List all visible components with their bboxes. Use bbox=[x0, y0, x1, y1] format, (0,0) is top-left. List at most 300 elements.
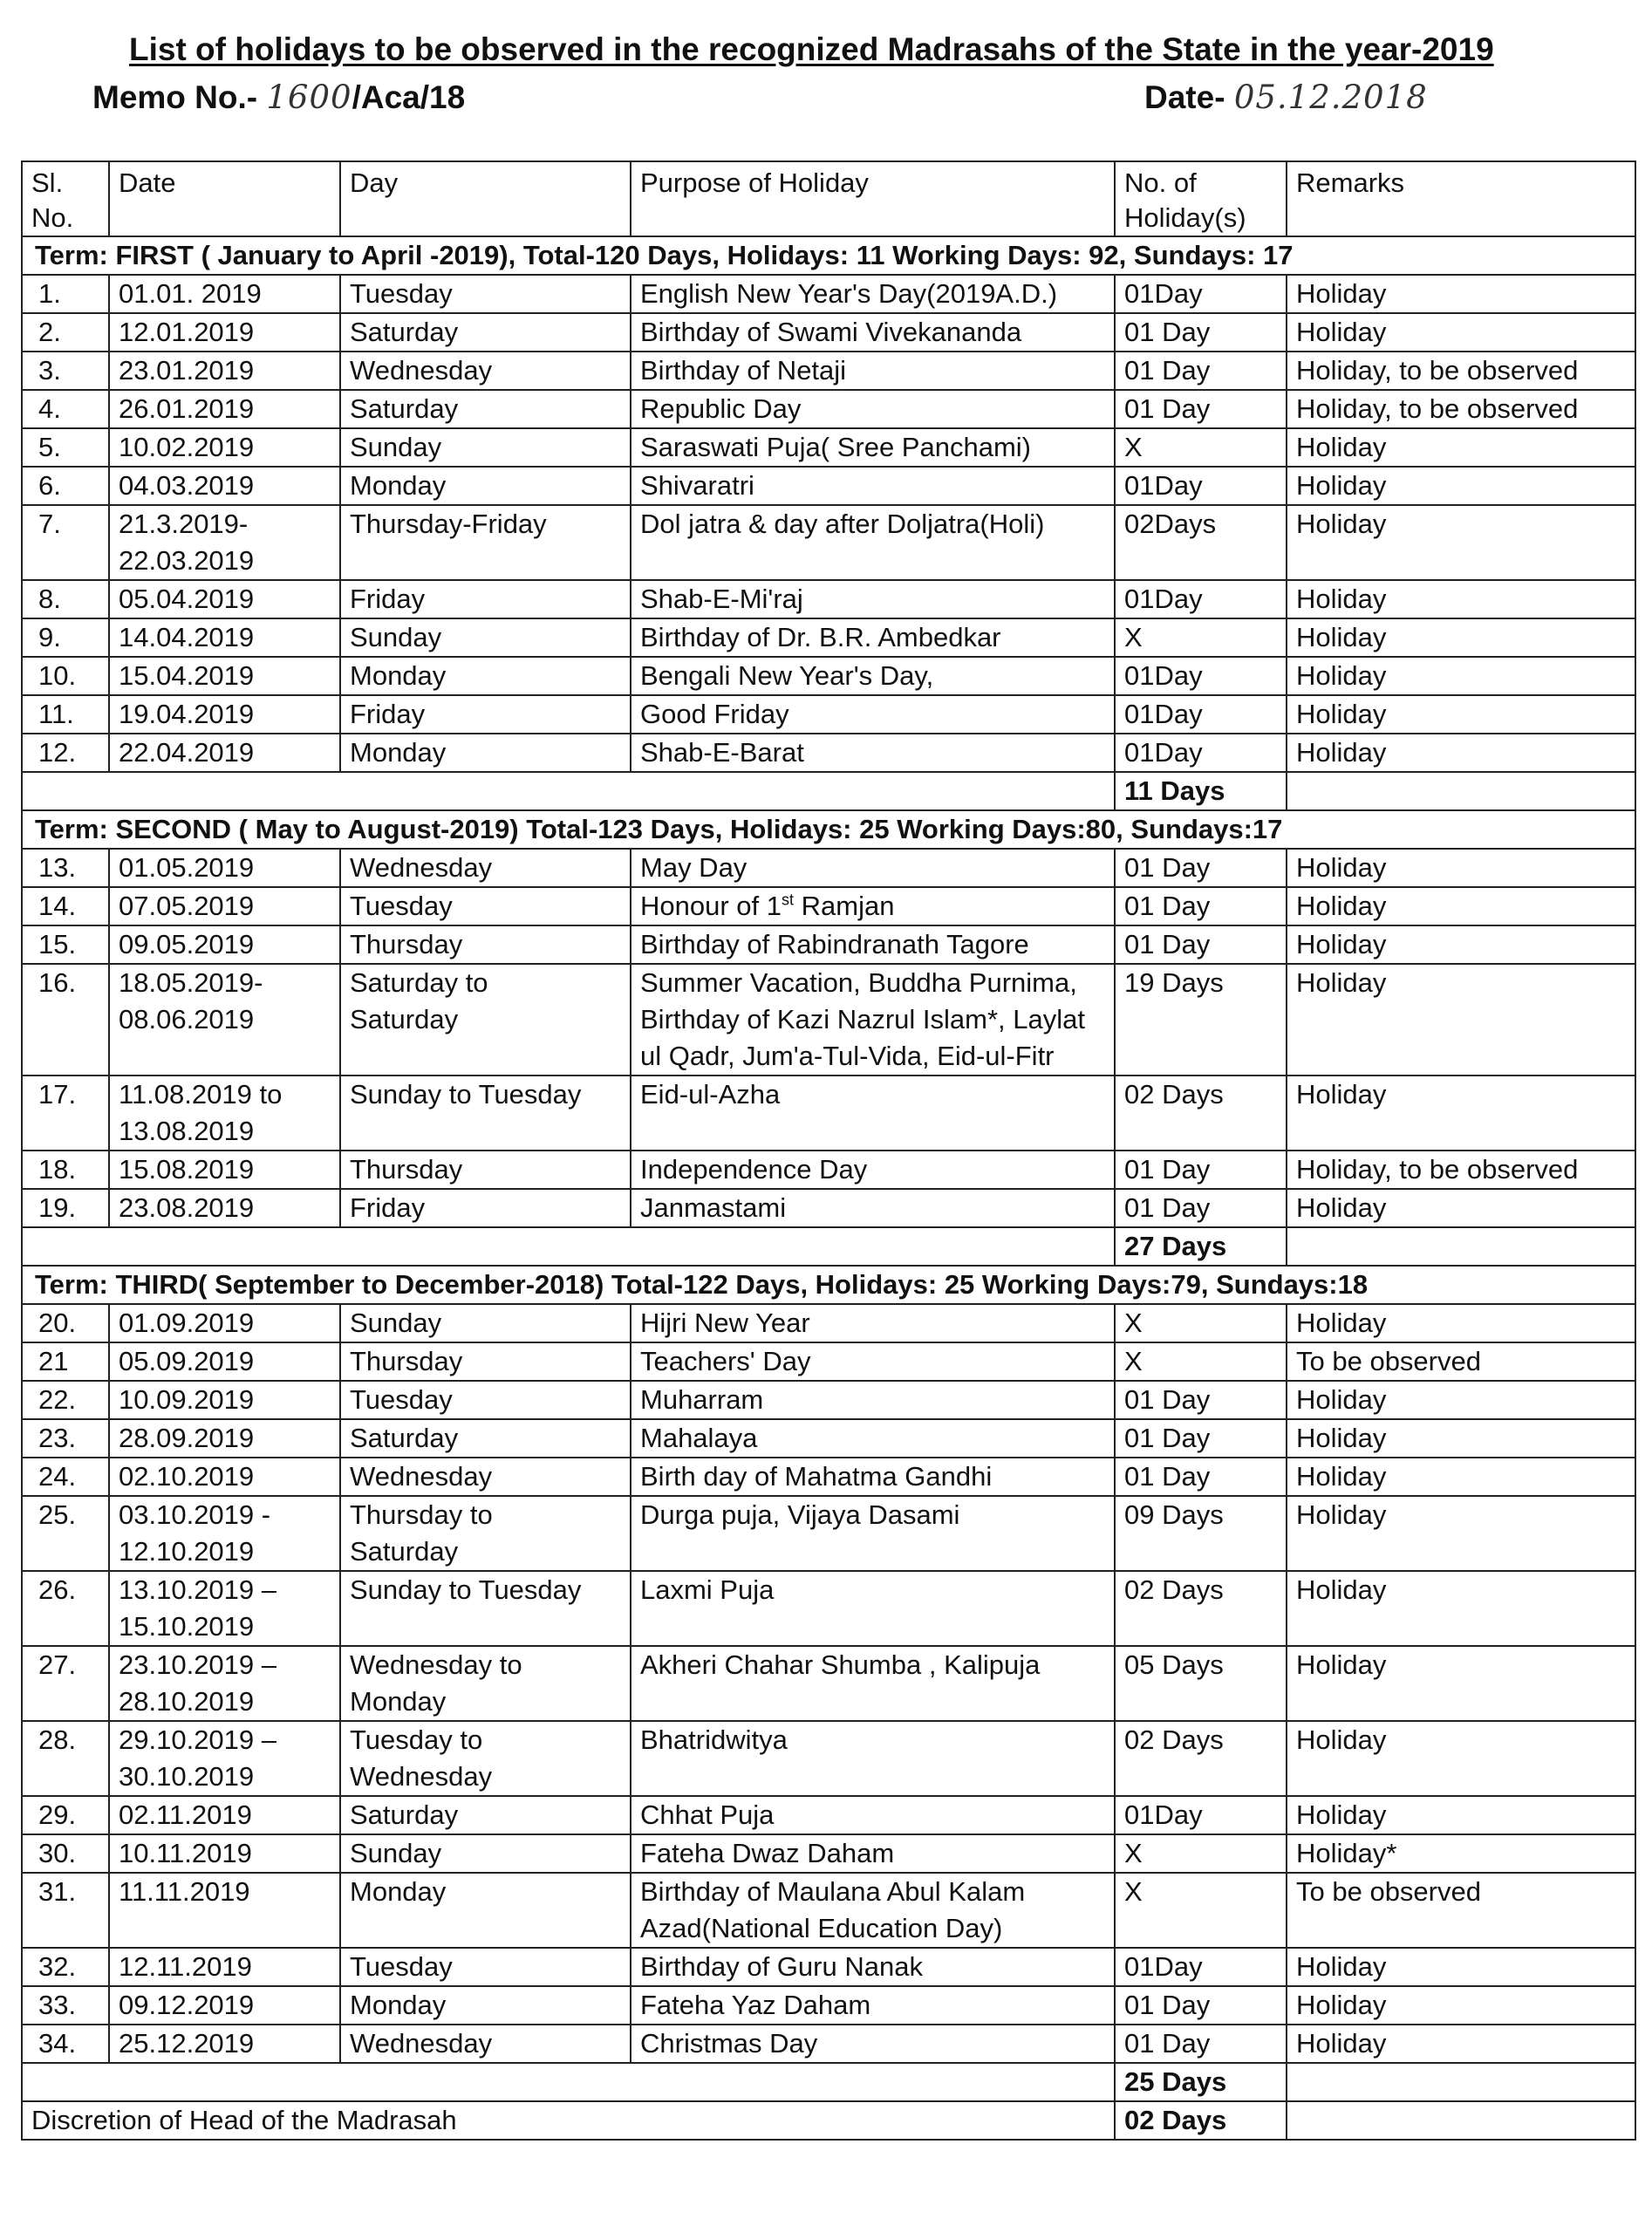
cell-purpose: Shab-E-Barat bbox=[631, 734, 1115, 772]
cell-sl: 19. bbox=[22, 1189, 109, 1227]
cell-sl: 20. bbox=[22, 1304, 109, 1342]
col-header-day: Day bbox=[340, 161, 631, 236]
cell-day: Thursday bbox=[340, 925, 631, 964]
table-row bbox=[22, 1986, 1635, 2025]
cell-sl: 7. bbox=[22, 505, 109, 580]
cell-line: 30.10.2019 bbox=[119, 1761, 255, 1792]
term-total-row bbox=[22, 2063, 1635, 2101]
cell-date: 15.08.2019 bbox=[109, 1151, 340, 1189]
cell-count: 01 Day bbox=[1115, 390, 1287, 428]
memo-suffix: /Aca/18 bbox=[352, 79, 466, 115]
cell-date bbox=[109, 505, 340, 580]
footer-row bbox=[22, 2101, 1635, 2140]
cell-line: 23.10.2019 – bbox=[119, 1649, 277, 1680]
term-total: 11 Days bbox=[1115, 772, 1287, 810]
table-row bbox=[22, 1458, 1635, 1496]
cell-remarks: Holiday bbox=[1287, 887, 1635, 925]
col-header-remarks: Remarks bbox=[1287, 161, 1635, 236]
cell-sl: 25. bbox=[22, 1496, 109, 1571]
cell-count: 01Day bbox=[1115, 657, 1287, 695]
cell-purpose: Dol jatra & day after Doljatra(Holi) bbox=[631, 505, 1115, 580]
cell-day: Sunday bbox=[340, 1304, 631, 1342]
cell-remarks: Holiday bbox=[1287, 1646, 1635, 1721]
cell-line: 21.3.2019- bbox=[119, 509, 249, 539]
cell-purpose: Hijri New Year bbox=[631, 1304, 1115, 1342]
cell-line: Saturday to bbox=[350, 967, 488, 998]
cell-line: 13.10.2019 – bbox=[119, 1574, 277, 1605]
cell-purpose: Shab-E-Mi'raj bbox=[631, 580, 1115, 618]
cell-remarks: Holiday bbox=[1287, 1721, 1635, 1796]
table-row bbox=[22, 1721, 1635, 1796]
cell-remarks: Holiday bbox=[1287, 1381, 1635, 1419]
cell-line: 15.10.2019 bbox=[119, 1611, 255, 1642]
cell-remarks: Holiday bbox=[1287, 849, 1635, 887]
cell-sl: 31. bbox=[22, 1873, 109, 1948]
table-row bbox=[22, 2025, 1635, 2063]
cell-remarks: Holiday bbox=[1287, 734, 1635, 772]
cell-line: Wednesday to bbox=[350, 1649, 522, 1680]
cell-day: Saturday bbox=[340, 313, 631, 352]
cell-day: Monday bbox=[340, 1873, 631, 1948]
cell-day: Thursday-Friday bbox=[340, 505, 631, 580]
cell-date: 09.05.2019 bbox=[109, 925, 340, 964]
table-row bbox=[22, 657, 1635, 695]
cell-sl: 4. bbox=[22, 390, 109, 428]
cell-day: Sunday bbox=[340, 1834, 631, 1873]
cell-remarks: Holiday bbox=[1287, 695, 1635, 734]
cell-purpose: Good Friday bbox=[631, 695, 1115, 734]
holiday-table-body bbox=[22, 236, 1635, 2101]
cell-date: 05.09.2019 bbox=[109, 1342, 340, 1381]
cell-purpose bbox=[631, 887, 1115, 925]
cell-count: 01Day bbox=[1115, 695, 1287, 734]
footer-remarks bbox=[1287, 2101, 1635, 2140]
cell-date: 26.01.2019 bbox=[109, 390, 340, 428]
cell-count: 01 Day bbox=[1115, 849, 1287, 887]
table-row bbox=[22, 1304, 1635, 1342]
term-total-spacer bbox=[22, 772, 1115, 810]
cell-sl: 33. bbox=[22, 1986, 109, 2025]
cell-day: Monday bbox=[340, 1986, 631, 2025]
table-row bbox=[22, 695, 1635, 734]
cell-date: 04.03.2019 bbox=[109, 467, 340, 505]
cell-count: X bbox=[1115, 428, 1287, 467]
cell-count: 01Day bbox=[1115, 275, 1287, 313]
cell-sl: 12. bbox=[22, 734, 109, 772]
cell-sl: 14. bbox=[22, 887, 109, 925]
cell-count: 01 Day bbox=[1115, 1986, 1287, 2025]
table-row bbox=[22, 467, 1635, 505]
holiday-table bbox=[21, 160, 1636, 2141]
table-row bbox=[22, 1151, 1635, 1189]
cell-purpose: Fateha Yaz Daham bbox=[631, 1986, 1115, 2025]
cell-remarks: Holiday bbox=[1287, 1796, 1635, 1834]
cell-line: Summer Vacation, Buddha Purnima, bbox=[640, 967, 1077, 998]
document-title: List of holidays to be observed in the recognized Madrasahs of the State in the year-2019 bbox=[129, 31, 1494, 67]
cell-date: 01.01. 2019 bbox=[109, 275, 340, 313]
cell-day: Tuesday bbox=[340, 887, 631, 925]
cell-sl: 2. bbox=[22, 313, 109, 352]
cell-line: Azad(National Education Day) bbox=[640, 1913, 1003, 1943]
cell-purpose: Republic Day bbox=[631, 390, 1115, 428]
cell-purpose bbox=[631, 1873, 1115, 1948]
table-row bbox=[22, 275, 1635, 313]
cell-day: Saturday bbox=[340, 1419, 631, 1458]
term-total-spacer bbox=[22, 2063, 1115, 2101]
cell-sl: 27. bbox=[22, 1646, 109, 1721]
term-total-remarks bbox=[1287, 772, 1635, 810]
cell-day bbox=[340, 1721, 631, 1796]
cell-remarks: Holiday bbox=[1287, 1496, 1635, 1571]
cell-line: 13.08.2019 bbox=[119, 1116, 255, 1146]
cell-date: 12.11.2019 bbox=[109, 1948, 340, 1986]
cell-count: 01Day bbox=[1115, 580, 1287, 618]
cell-remarks: Holiday bbox=[1287, 925, 1635, 964]
cell-date: 22.04.2019 bbox=[109, 734, 340, 772]
cell-remarks: Holiday bbox=[1287, 618, 1635, 657]
cell-day: Friday bbox=[340, 695, 631, 734]
table-row bbox=[22, 1189, 1635, 1227]
cell-count: 02 Days bbox=[1115, 1571, 1287, 1646]
memo-label: Memo No.- bbox=[92, 79, 258, 115]
cell-sl: 24. bbox=[22, 1458, 109, 1496]
cell-purpose: Independence Day bbox=[631, 1151, 1115, 1189]
col-header-purpose: Purpose of Holiday bbox=[631, 161, 1115, 236]
cell-date: 14.04.2019 bbox=[109, 618, 340, 657]
cell-remarks: Holiday bbox=[1287, 1419, 1635, 1458]
cell-day: Sunday to Tuesday bbox=[340, 1076, 631, 1151]
cell-date: 23.08.2019 bbox=[109, 1189, 340, 1227]
cell-purpose: Christmas Day bbox=[631, 2025, 1115, 2063]
cell-date: 07.05.2019 bbox=[109, 887, 340, 925]
cell-day: Sunday to Tuesday bbox=[340, 1571, 631, 1646]
cell-count: 01Day bbox=[1115, 734, 1287, 772]
cell-count: 05 Days bbox=[1115, 1646, 1287, 1721]
cell-count: 01Day bbox=[1115, 1796, 1287, 1834]
term-total-row bbox=[22, 1227, 1635, 1266]
cell-date: 01.09.2019 bbox=[109, 1304, 340, 1342]
cell-day: Monday bbox=[340, 467, 631, 505]
cell-purpose: Bhatridwitya bbox=[631, 1721, 1115, 1796]
cell-line: 22.03.2019 bbox=[119, 545, 255, 576]
cell-sl: 8. bbox=[22, 580, 109, 618]
cell-sl: 28. bbox=[22, 1721, 109, 1796]
cell-sl: 17. bbox=[22, 1076, 109, 1151]
cell-purpose: Akheri Chahar Shumba , Kalipuja bbox=[631, 1646, 1115, 1721]
memo-number: 1600 bbox=[266, 79, 352, 116]
cell-sl: 22. bbox=[22, 1381, 109, 1419]
cell-purpose: Janmastami bbox=[631, 1189, 1115, 1227]
cell-day: Wednesday bbox=[340, 352, 631, 390]
cell-day: Monday bbox=[340, 734, 631, 772]
cell-remarks: Holiday bbox=[1287, 964, 1635, 1076]
cell-remarks: To be observed bbox=[1287, 1342, 1635, 1381]
cell-sl: 29. bbox=[22, 1796, 109, 1834]
cell-count: 01 Day bbox=[1115, 352, 1287, 390]
cell-sl: 21 bbox=[22, 1342, 109, 1381]
cell-day: Sunday bbox=[340, 428, 631, 467]
cell-date: 23.01.2019 bbox=[109, 352, 340, 390]
cell-remarks: Holiday bbox=[1287, 1948, 1635, 1986]
cell-day: Friday bbox=[340, 580, 631, 618]
cell-remarks: Holiday bbox=[1287, 1571, 1635, 1646]
cell-date: 10.02.2019 bbox=[109, 428, 340, 467]
cell-sl: 34. bbox=[22, 2025, 109, 2063]
purpose-superscript: st bbox=[782, 891, 795, 909]
cell-purpose: Birthday of Rabindranath Tagore bbox=[631, 925, 1115, 964]
table-row bbox=[22, 1381, 1635, 1419]
term-heading: Term: THIRD( September to December-2018) Total-122 Days, Holidays: 25 Working Days:79, Sundays:18 bbox=[22, 1266, 1635, 1304]
table-row bbox=[22, 390, 1635, 428]
cell-day: Saturday bbox=[340, 390, 631, 428]
table-row bbox=[22, 925, 1635, 964]
col-header-count: No. of Holiday(s) bbox=[1115, 161, 1287, 236]
table-row bbox=[22, 352, 1635, 390]
cell-remarks: Holiday, to be observed bbox=[1287, 390, 1635, 428]
cell-date: 15.04.2019 bbox=[109, 657, 340, 695]
cell-sl: 30. bbox=[22, 1834, 109, 1873]
cell-day: Thursday bbox=[340, 1342, 631, 1381]
cell-line: 28.10.2019 bbox=[119, 1686, 255, 1717]
cell-count: X bbox=[1115, 1873, 1287, 1948]
header-row bbox=[22, 161, 1635, 236]
table-row bbox=[22, 1834, 1635, 1873]
cell-remarks: To be observed bbox=[1287, 1873, 1635, 1948]
cell-remarks: Holiday bbox=[1287, 505, 1635, 580]
cell-purpose: Durga puja, Vijaya Dasami bbox=[631, 1496, 1115, 1571]
cell-date bbox=[109, 1076, 340, 1151]
cell-remarks: Holiday bbox=[1287, 313, 1635, 352]
cell-line: Thursday to bbox=[350, 1499, 493, 1530]
term-total: 25 Days bbox=[1115, 2063, 1287, 2101]
cell-line: 03.10.2019 - bbox=[119, 1499, 271, 1530]
purpose-text-after: Ramjan bbox=[794, 891, 895, 921]
term-total-row bbox=[22, 772, 1635, 810]
cell-line: 18.05.2019- bbox=[119, 967, 263, 998]
cell-day: Sunday bbox=[340, 618, 631, 657]
table-row bbox=[22, 618, 1635, 657]
cell-purpose: Mahalaya bbox=[631, 1419, 1115, 1458]
table-row bbox=[22, 1571, 1635, 1646]
cell-count: 01Day bbox=[1115, 467, 1287, 505]
cell-sl: 26. bbox=[22, 1571, 109, 1646]
cell-date: 11.11.2019 bbox=[109, 1873, 340, 1948]
cell-purpose bbox=[631, 964, 1115, 1076]
cell-count: 02 Days bbox=[1115, 1076, 1287, 1151]
term-heading-row bbox=[22, 810, 1635, 849]
cell-remarks: Holiday, to be observed bbox=[1287, 352, 1635, 390]
date-value: 05.12.2018 bbox=[1233, 79, 1428, 116]
cell-purpose: Laxmi Puja bbox=[631, 1571, 1115, 1646]
cell-count: 01 Day bbox=[1115, 2025, 1287, 2063]
cell-date: 19.04.2019 bbox=[109, 695, 340, 734]
term-heading-row bbox=[22, 1266, 1635, 1304]
cell-remarks: Holiday bbox=[1287, 275, 1635, 313]
table-row bbox=[22, 1796, 1635, 1834]
cell-count: 01 Day bbox=[1115, 1189, 1287, 1227]
cell-sl: 1. bbox=[22, 275, 109, 313]
table-row bbox=[22, 313, 1635, 352]
cell-purpose: English New Year's Day(2019A.D.) bbox=[631, 275, 1115, 313]
cell-purpose: Birthday of Netaji bbox=[631, 352, 1115, 390]
cell-remarks: Holiday bbox=[1287, 2025, 1635, 2063]
table-row bbox=[22, 1342, 1635, 1381]
cell-sl: 9. bbox=[22, 618, 109, 657]
cell-purpose: May Day bbox=[631, 849, 1115, 887]
cell-day bbox=[340, 1496, 631, 1571]
cell-line: 11.08.2019 to bbox=[119, 1079, 283, 1110]
cell-purpose: Teachers' Day bbox=[631, 1342, 1115, 1381]
cell-day: Tuesday bbox=[340, 275, 631, 313]
cell-sl: 15. bbox=[22, 925, 109, 964]
cell-purpose: Muharram bbox=[631, 1381, 1115, 1419]
cell-count: 02Days bbox=[1115, 505, 1287, 580]
cell-day: Tuesday bbox=[340, 1381, 631, 1419]
term-total-remarks bbox=[1287, 2063, 1635, 2101]
cell-purpose: Fateha Dwaz Daham bbox=[631, 1834, 1115, 1873]
cell-date: 28.09.2019 bbox=[109, 1419, 340, 1458]
cell-count: 01Day bbox=[1115, 1948, 1287, 1986]
cell-date: 09.12.2019 bbox=[109, 1986, 340, 2025]
cell-remarks: Holiday bbox=[1287, 580, 1635, 618]
cell-line: Birthday of Maulana Abul Kalam bbox=[640, 1876, 1026, 1907]
cell-purpose: Eid-ul-Azha bbox=[631, 1076, 1115, 1151]
cell-line: Saturday bbox=[350, 1536, 459, 1567]
cell-date: 02.10.2019 bbox=[109, 1458, 340, 1496]
cell-count: X bbox=[1115, 618, 1287, 657]
cell-remarks: Holiday bbox=[1287, 1304, 1635, 1342]
cell-day: Monday bbox=[340, 657, 631, 695]
memo-line bbox=[92, 79, 465, 116]
footer-count: 02 Days bbox=[1115, 2101, 1287, 2140]
cell-date bbox=[109, 1721, 340, 1796]
cell-line: Tuesday to bbox=[350, 1724, 483, 1755]
cell-date bbox=[109, 1646, 340, 1721]
cell-line: Monday bbox=[350, 1686, 447, 1717]
table-row bbox=[22, 1873, 1635, 1948]
cell-remarks: Holiday bbox=[1287, 1458, 1635, 1496]
cell-count: 01 Day bbox=[1115, 1458, 1287, 1496]
cell-date: 02.11.2019 bbox=[109, 1796, 340, 1834]
cell-day: Wednesday bbox=[340, 2025, 631, 2063]
cell-date bbox=[109, 964, 340, 1076]
cell-date: 25.12.2019 bbox=[109, 2025, 340, 2063]
cell-remarks: Holiday bbox=[1287, 428, 1635, 467]
cell-line: 08.06.2019 bbox=[119, 1004, 255, 1035]
cell-sl: 5. bbox=[22, 428, 109, 467]
cell-count: 09 Days bbox=[1115, 1496, 1287, 1571]
table-row bbox=[22, 734, 1635, 772]
cell-sl: 23. bbox=[22, 1419, 109, 1458]
table-row bbox=[22, 964, 1635, 1076]
cell-line: Saturday bbox=[350, 1004, 459, 1035]
cell-date: 01.05.2019 bbox=[109, 849, 340, 887]
cell-purpose: Birthday of Swami Vivekananda bbox=[631, 313, 1115, 352]
cell-date bbox=[109, 1496, 340, 1571]
cell-count: X bbox=[1115, 1304, 1287, 1342]
cell-day: Wednesday bbox=[340, 849, 631, 887]
cell-remarks: Holiday bbox=[1287, 467, 1635, 505]
cell-date: 12.01.2019 bbox=[109, 313, 340, 352]
cell-purpose: Birthday of Dr. B.R. Ambedkar bbox=[631, 618, 1115, 657]
cell-day: Thursday bbox=[340, 1151, 631, 1189]
cell-count: X bbox=[1115, 1342, 1287, 1381]
table-row bbox=[22, 580, 1635, 618]
cell-purpose: Birthday of Guru Nanak bbox=[631, 1948, 1115, 1986]
cell-line: Birthday of Kazi Nazrul Islam*, Laylat bbox=[640, 1004, 1085, 1035]
cell-day bbox=[340, 1646, 631, 1721]
cell-day: Tuesday bbox=[340, 1948, 631, 1986]
cell-day bbox=[340, 964, 631, 1076]
cell-remarks: Holiday bbox=[1287, 1189, 1635, 1227]
footer-label: Discretion of Head of the Madrasah bbox=[22, 2101, 1115, 2140]
col-header-sl: Sl. No. bbox=[22, 161, 109, 236]
cell-purpose: Birth day of Mahatma Gandhi bbox=[631, 1458, 1115, 1496]
cell-date: 10.11.2019 bbox=[109, 1834, 340, 1873]
date-line bbox=[1144, 79, 1428, 116]
table-row bbox=[22, 849, 1635, 887]
term-heading: Term: SECOND ( May to August-2019) Total-123 Days, Holidays: 25 Working Days:80, Sundays:17 bbox=[22, 810, 1635, 849]
cell-remarks: Holiday bbox=[1287, 1986, 1635, 2025]
cell-remarks: Holiday* bbox=[1287, 1834, 1635, 1873]
cell-remarks: Holiday bbox=[1287, 1076, 1635, 1151]
cell-sl: 3. bbox=[22, 352, 109, 390]
cell-sl: 16. bbox=[22, 964, 109, 1076]
table-row bbox=[22, 1076, 1635, 1151]
cell-sl: 10. bbox=[22, 657, 109, 695]
term-heading: Term: FIRST ( January to April -2019), Total-120 Days, Holidays: 11 Working Days: 92, Sundays: 17 bbox=[22, 236, 1635, 275]
table-row bbox=[22, 1419, 1635, 1458]
cell-count: 01 Day bbox=[1115, 925, 1287, 964]
cell-day: Saturday bbox=[340, 1796, 631, 1834]
cell-date: 05.04.2019 bbox=[109, 580, 340, 618]
cell-line: 12.10.2019 bbox=[119, 1536, 255, 1567]
cell-line: Wednesday bbox=[350, 1761, 493, 1792]
term-total-remarks bbox=[1287, 1227, 1635, 1266]
cell-purpose: Bengali New Year's Day, bbox=[631, 657, 1115, 695]
cell-remarks: Holiday bbox=[1287, 657, 1635, 695]
table-row bbox=[22, 505, 1635, 580]
cell-date bbox=[109, 1571, 340, 1646]
cell-purpose: Chhat Puja bbox=[631, 1796, 1115, 1834]
cell-count: 02 Days bbox=[1115, 1721, 1287, 1796]
cell-date: 10.09.2019 bbox=[109, 1381, 340, 1419]
cell-line: ul Qadr, Jum'a-Tul-Vida, Eid-ul-Fitr bbox=[640, 1041, 1055, 1071]
cell-purpose: Saraswati Puja( Sree Panchami) bbox=[631, 428, 1115, 467]
cell-remarks: Holiday, to be observed bbox=[1287, 1151, 1635, 1189]
cell-purpose: Shivaratri bbox=[631, 467, 1115, 505]
cell-count: 01 Day bbox=[1115, 1381, 1287, 1419]
table-row bbox=[22, 1646, 1635, 1721]
term-total-spacer bbox=[22, 1227, 1115, 1266]
cell-count: 01 Day bbox=[1115, 1419, 1287, 1458]
cell-day: Friday bbox=[340, 1189, 631, 1227]
table-row bbox=[22, 1948, 1635, 1986]
cell-sl: 11. bbox=[22, 695, 109, 734]
cell-sl: 6. bbox=[22, 467, 109, 505]
cell-sl: 18. bbox=[22, 1151, 109, 1189]
cell-count: 01 Day bbox=[1115, 313, 1287, 352]
cell-count: 01 Day bbox=[1115, 887, 1287, 925]
cell-count: X bbox=[1115, 1834, 1287, 1873]
cell-sl: 13. bbox=[22, 849, 109, 887]
term-total: 27 Days bbox=[1115, 1227, 1287, 1266]
col-header-date: Date bbox=[109, 161, 340, 236]
cell-day: Wednesday bbox=[340, 1458, 631, 1496]
table-row bbox=[22, 428, 1635, 467]
purpose-text: Honour of 1 bbox=[640, 891, 782, 921]
table-row bbox=[22, 1496, 1635, 1571]
